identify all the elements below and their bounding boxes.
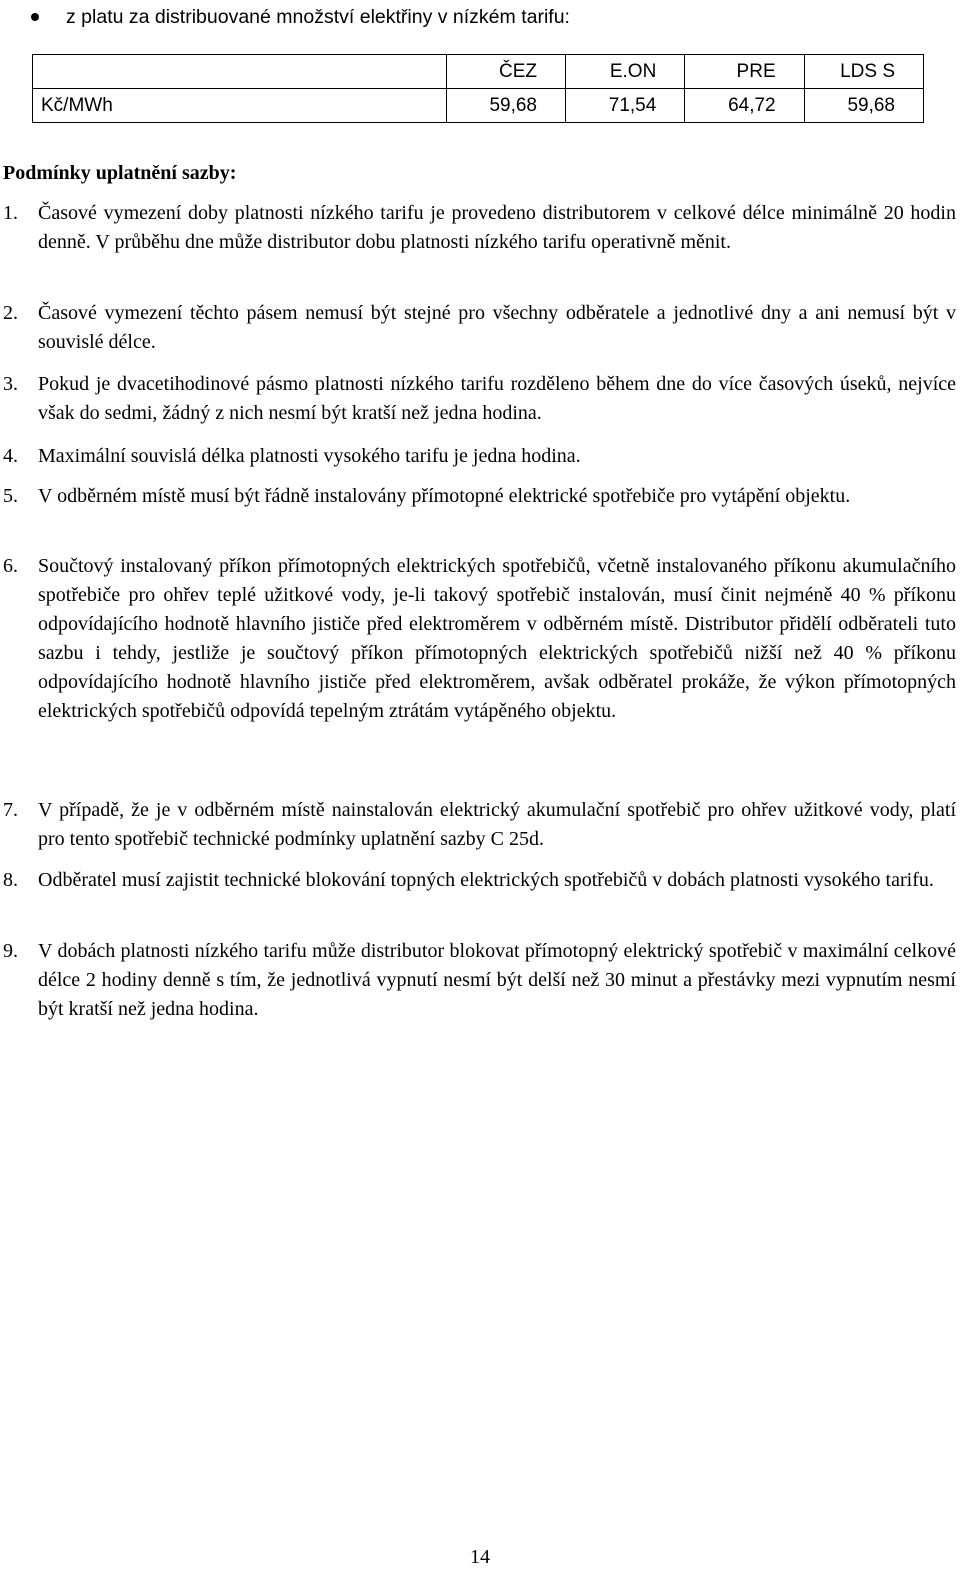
list-item-number: 2. bbox=[3, 302, 18, 324]
list-item-text: Pokud je dvacetihodinové pásmo platnosti nízkého tarifu rozděleno během dne do více časových úseků, nejvíce však do sedmi, žádný z nich nesmí být kratší než jedna hodina. bbox=[38, 373, 956, 424]
list-item-text: Časové vymezení těchto pásem nemusí být stejné pro všechny odběratele a jednotlivé dny a ani nemusí být v souvislé délce. bbox=[38, 302, 956, 353]
table-header-cell: LDS S bbox=[804, 55, 923, 89]
tariff-table bbox=[32, 54, 924, 123]
table-header-row bbox=[33, 55, 924, 89]
table-cell: 71,54 bbox=[566, 89, 685, 123]
bullet-item bbox=[0, 2, 960, 32]
list-item-number: 4. bbox=[3, 445, 18, 467]
list-item-text: V dobách platnosti nízkého tarifu může distributor blokovat přímotopný elektrický spotřebič v maximální celkové délce 2 hodiny denně s tím, že jednotlivá vypnutí nesmí být delší než 30 minut a přestávky mezi vypnutím nesmí být kratší než jedna hodina. bbox=[38, 940, 956, 1020]
table-row bbox=[33, 89, 924, 123]
list-item-text: Maximální souvislá délka platnosti vysokého tarifu je jedna hodina. bbox=[38, 445, 581, 467]
conditions-heading: Podmínky uplatnění sazby: bbox=[3, 162, 237, 184]
list-item-number: 6. bbox=[3, 555, 18, 577]
table-header-cell: E.ON bbox=[566, 55, 685, 89]
list-item-text: Časové vymezení doby platnosti nízkého tarifu je provedeno distributorem v celkové délce minimálně 20 hodin denně. V průběhu dne může distributor dobu platnosti nízkého tarifu operativně měnit. bbox=[38, 202, 956, 253]
table-cell: 59,68 bbox=[446, 89, 565, 123]
list-item-number: 8. bbox=[3, 869, 18, 891]
list-item-number: 1. bbox=[3, 202, 18, 224]
table-cell: 59,68 bbox=[804, 89, 923, 123]
list-item-text: Součtový instalovaný příkon přímotopných elektrických spotřebičů, včetně instalovaného příkonu akumulačního spotřebiče pro ohřev teplé užitkové vody, je-li takový spotřebič instalován, musí činit nejméně 40 % příkonu odpovídajícího hodnotě hlavního jističe před elektroměrem v odběrném místě. Distributor přidělí odběrateli tuto sazbu i tehdy, jestliže je součtový příkon přímotopných elektrických spotřebičů nižší než 40 % příkonu odpovídajícího hodnotě hlavního jističe před elektroměrem, avšak odběratel prokáže, že výkon přímotopných elektrických spotřebičů odpovídá tepelným ztrátám vytápěného objektu. bbox=[38, 555, 956, 722]
list-item-text: V odběrném místě musí být řádně instalovány přímotopné elektrické spotřebiče pro vytápění objektu. bbox=[38, 485, 851, 507]
list-item-number: 7. bbox=[3, 799, 18, 821]
table-header-empty bbox=[33, 55, 447, 89]
bullet-dot-icon bbox=[31, 13, 39, 21]
table-row-label: Kč/MWh bbox=[33, 89, 447, 123]
list-item-number: 9. bbox=[3, 940, 18, 962]
list-item-number: 5. bbox=[3, 485, 18, 507]
page-number: 14 bbox=[470, 1546, 490, 1568]
bullet-text: z platu za distribuované množství elektřiny v nízkém tarifu: bbox=[66, 6, 570, 28]
list-item-text: Odběratel musí zajistit technické blokování topných elektrických spotřebičů v dobách platnosti vysokého tarifu. bbox=[38, 869, 934, 891]
list-item-text: V případě, že je v odběrném místě nainstalován elektrický akumulační spotřebič pro ohřev užitkové vody, platí pro tento spotřebič technické podmínky uplatnění sazby C 25d. bbox=[38, 799, 956, 850]
table-header-cell: ČEZ bbox=[446, 55, 565, 89]
table-header-cell: PRE bbox=[685, 55, 804, 89]
table-cell: 64,72 bbox=[685, 89, 804, 123]
list-item-number: 3. bbox=[3, 373, 18, 395]
